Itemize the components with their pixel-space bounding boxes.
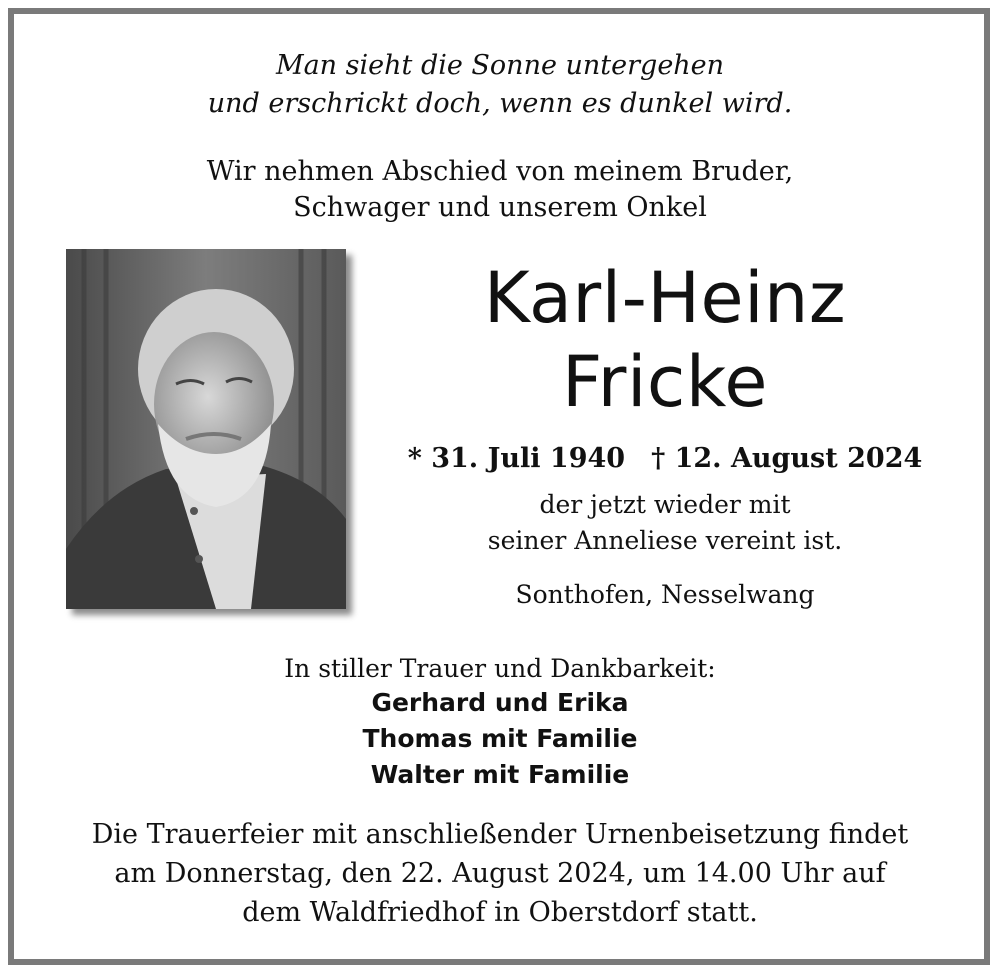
service-line: am Donnerstag, den 22. August 2024, um 14.00 Uhr auf (114, 858, 886, 889)
hometowns: Sonthofen, Nesselwang (515, 580, 815, 609)
quote-line: Man sieht die Sonne untergehen (275, 50, 725, 81)
portrait-photo (66, 249, 346, 609)
mourning-intro: In stiller Trauer und Dankbarkeit: (284, 654, 716, 683)
reunion-text (380, 487, 950, 559)
reunion-line: seiner Anneliese vereint ist. (487, 526, 843, 555)
mourner: Gerhard und Erika (371, 688, 629, 717)
opening-quote (0, 47, 1000, 123)
service-line: Die Trauerfeier mit anschließender Urnenbeisetzung findet (91, 819, 909, 850)
mourners-list (0, 685, 1000, 793)
quote-line: und erschrickt doch, wenn es dunkel wird. (207, 88, 793, 119)
first-name: Karl-Heinz (483, 257, 847, 339)
death-date: † 12. August 2024 (651, 443, 923, 474)
farewell-intro (0, 154, 1000, 226)
service-line: dem Waldfriedhof in Oberstdorf statt. (242, 897, 758, 928)
mourner: Walter mit Familie (370, 760, 630, 789)
life-dates (380, 443, 950, 474)
birth-date: * 31. Juli 1940 (407, 443, 626, 474)
portrait-image (66, 249, 346, 609)
funeral-service-info (0, 815, 1000, 932)
last-name: Fricke (562, 341, 768, 423)
mourner: Thomas mit Familie (362, 724, 638, 753)
reunion-line: der jetzt wieder mit (539, 490, 791, 519)
deceased-name (380, 256, 950, 424)
intro-line: Wir nehmen Abschied von meinem Bruder, (206, 156, 794, 187)
intro-line: Schwager und unserem Onkel (293, 192, 707, 223)
